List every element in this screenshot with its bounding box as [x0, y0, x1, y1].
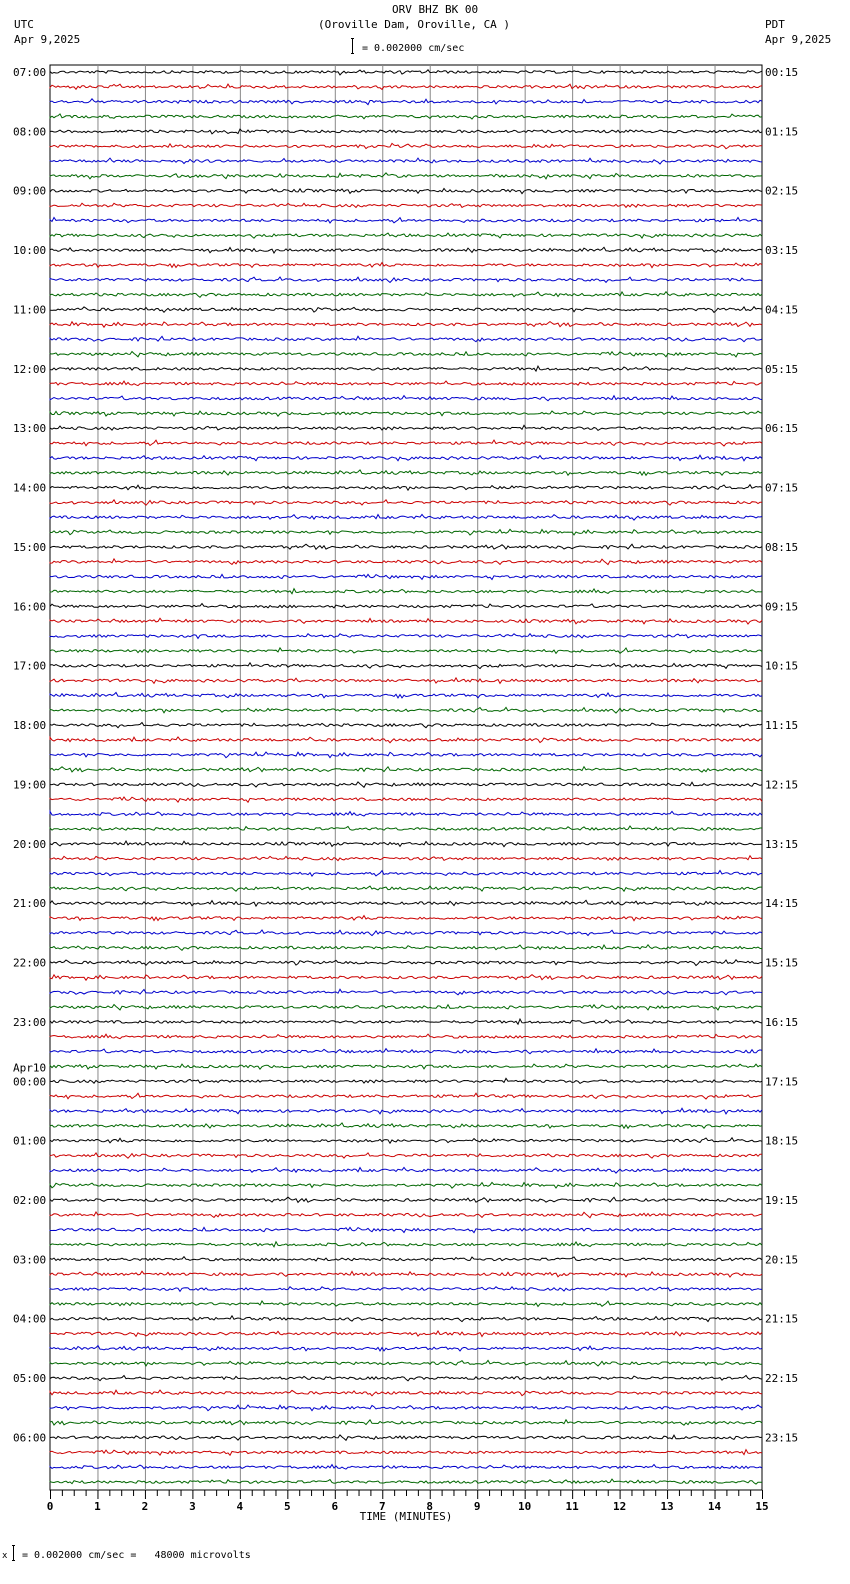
x-tick-label: 3 — [189, 1500, 196, 1513]
right-hour-label: 12:15 — [765, 778, 799, 792]
seismic-trace — [50, 975, 762, 981]
x-tick-label: 11 — [565, 1500, 579, 1513]
seismic-trace — [50, 1405, 762, 1411]
seismic-trace — [50, 158, 762, 164]
seismic-trace — [50, 1034, 762, 1039]
seismic-trace — [50, 1331, 762, 1337]
seismic-trace — [50, 1376, 762, 1381]
left-hour-label: 03:00 — [13, 1253, 47, 1267]
seismic-trace — [50, 723, 762, 728]
right-hour-label: 09:15 — [765, 600, 799, 614]
seismic-trace — [50, 1138, 762, 1143]
seismic-trace — [50, 1316, 762, 1322]
seismic-trace — [50, 945, 762, 951]
seismic-trace — [50, 871, 762, 877]
left-hour-label: 18:00 — [13, 719, 47, 733]
seismic-trace — [50, 886, 762, 891]
left-hour-label: 22:00 — [13, 956, 47, 970]
left-hour-label: 20:00 — [13, 837, 47, 851]
right-hour-label: 21:15 — [765, 1312, 799, 1326]
date-change-label: Apr10 — [13, 1061, 47, 1075]
right-hour-label: 13:15 — [765, 837, 799, 851]
seismic-trace — [50, 811, 762, 816]
seismic-trace — [50, 767, 762, 772]
footer-marker: x — [2, 1551, 8, 1561]
footer-scale-bar-icon — [12, 1545, 15, 1561]
seismic-trace — [50, 1064, 762, 1069]
x-tick-label: 14 — [707, 1500, 722, 1513]
right-timezone: PDT — [765, 18, 785, 31]
seismic-trace — [50, 425, 762, 430]
seismic-trace — [50, 1242, 762, 1247]
seismic-trace — [50, 752, 762, 758]
seismic-trace — [50, 396, 762, 401]
seismic-trace — [50, 1287, 762, 1292]
left-hour-label: 05:00 — [13, 1372, 47, 1386]
seismic-trace — [50, 663, 762, 669]
x-axis-label: TIME (MINUTES) — [359, 1510, 453, 1523]
seismic-trace — [50, 1123, 762, 1128]
x-tick-label: 15 — [755, 1500, 769, 1513]
seismic-trace — [50, 1078, 762, 1083]
seismic-trace — [50, 1257, 762, 1261]
seismic-trace — [50, 70, 762, 75]
x-tick-label: 13 — [660, 1500, 674, 1513]
right-hour-label: 14:15 — [765, 897, 799, 911]
left-hour-label: 19:00 — [13, 778, 47, 792]
seismic-trace — [50, 634, 762, 639]
left-hour-label: 11:00 — [13, 303, 47, 317]
seismic-trace — [50, 352, 762, 357]
seismic-trace — [50, 1019, 762, 1024]
right-hour-label: 06:15 — [765, 422, 799, 436]
x-tick-label: 6 — [331, 1500, 339, 1513]
seismic-trace — [50, 618, 762, 624]
left-hour-label: 17:00 — [13, 659, 47, 673]
seismic-trace — [50, 455, 762, 461]
seismic-trace — [50, 737, 762, 743]
left-timezone: UTC — [14, 18, 34, 31]
seismic-trace — [50, 1212, 762, 1218]
left-hour-label: 02:00 — [13, 1194, 47, 1207]
right-hour-label: 00:15 — [765, 66, 799, 79]
seismic-trace — [50, 500, 762, 505]
seismic-trace — [50, 856, 762, 861]
seismic-trace — [50, 84, 762, 89]
left-hour-label: 21:00 — [13, 897, 47, 911]
seismic-trace — [50, 1108, 762, 1114]
right-hour-label: 05:15 — [765, 362, 799, 376]
left-hour-label: 13:00 — [13, 422, 47, 436]
seismic-trace — [50, 1390, 762, 1396]
seismic-trace — [50, 292, 762, 298]
seismic-trace — [50, 648, 762, 654]
seismic-trace — [50, 900, 762, 906]
x-tick-label: 8 — [426, 1500, 434, 1513]
left-hour-label: 08:00 — [13, 125, 47, 139]
left-hour-label: 04:00 — [13, 1312, 47, 1326]
seismic-trace — [50, 307, 762, 313]
x-tick-label: 0 — [46, 1500, 54, 1513]
right-hour-label: 18:15 — [765, 1134, 799, 1148]
left-hour-label: 16:00 — [13, 600, 47, 614]
seismic-trace — [50, 544, 762, 549]
right-hour-label: 16:15 — [765, 1015, 799, 1029]
right-hour-label: 01:15 — [765, 125, 799, 139]
right-hour-label: 10:15 — [765, 659, 799, 673]
right-hour-label: 23:15 — [765, 1431, 799, 1445]
right-hour-label: 08:15 — [765, 540, 799, 554]
seismic-trace — [50, 114, 762, 119]
seismic-trace — [50, 366, 762, 371]
left-hour-label: 15:00 — [13, 540, 47, 554]
scale-label: = 0.002000 cm/sec — [362, 43, 465, 54]
seismic-trace — [50, 782, 762, 787]
right-hour-label: 22:15 — [765, 1372, 799, 1386]
left-hour-label: 00:00 — [13, 1075, 47, 1089]
seismic-trace — [50, 1167, 762, 1173]
seismic-trace — [50, 1301, 762, 1307]
seismic-trace — [50, 1271, 762, 1277]
seismic-trace — [50, 1360, 762, 1366]
seismic-trace — [50, 189, 762, 194]
left-hour-label: 12:00 — [13, 362, 47, 376]
right-hour-label: 17:15 — [765, 1075, 799, 1089]
x-tick-label: 9 — [473, 1500, 481, 1513]
x-tick-label: 10 — [518, 1500, 532, 1513]
seismic-trace — [50, 1153, 762, 1158]
seismic-trace — [50, 1182, 762, 1188]
x-tick-label: 12 — [612, 1500, 627, 1513]
seismic-trace — [50, 263, 762, 268]
left-hour-label: 06:00 — [13, 1431, 47, 1445]
seismic-trace — [50, 143, 762, 148]
seismic-trace — [50, 1227, 762, 1232]
seismic-trace — [50, 574, 762, 579]
seismic-trace — [50, 1197, 762, 1202]
right-hour-label: 15:15 — [765, 956, 799, 970]
seismic-trace — [50, 916, 762, 921]
x-tick-label: 4 — [236, 1500, 244, 1513]
x-tick-label: 5 — [284, 1500, 291, 1513]
seismic-trace — [50, 470, 762, 475]
left-hour-label: 14:00 — [13, 481, 47, 495]
seismic-trace — [50, 1479, 762, 1484]
seismic-trace — [50, 173, 762, 179]
right-hour-label: 07:15 — [765, 481, 799, 495]
seismic-trace — [50, 707, 762, 713]
x-tick-label: 7 — [378, 1500, 386, 1513]
left-hour-label: 10:00 — [13, 244, 47, 258]
seismic-trace — [50, 930, 762, 936]
seismic-trace — [50, 559, 762, 565]
seismic-trace — [50, 797, 762, 802]
station-location: (Oroville Dam, Oroville, CA ) — [318, 18, 511, 31]
seismic-trace — [50, 693, 762, 698]
seismic-trace — [50, 1420, 762, 1425]
left-date: Apr 9,2025 — [14, 33, 81, 46]
seismic-trace — [50, 589, 762, 594]
seismic-trace — [50, 514, 762, 520]
seismic-trace — [50, 1093, 762, 1099]
seismic-trace — [50, 247, 762, 253]
seismic-trace — [50, 1450, 762, 1456]
seismic-trace — [50, 826, 762, 831]
right-hour-label: 19:15 — [765, 1194, 799, 1207]
seismic-trace — [50, 411, 762, 416]
right-date: Apr 9,2025 — [765, 33, 832, 46]
seismic-trace — [50, 485, 762, 491]
seismic-trace — [50, 203, 762, 207]
seismic-trace — [50, 381, 762, 386]
left-hour-label: 23:00 — [13, 1015, 47, 1029]
seismic-trace — [50, 678, 762, 684]
seismic-trace — [50, 1435, 762, 1440]
x-tick-label: 2 — [141, 1500, 149, 1513]
seismic-trace — [50, 529, 762, 535]
seismic-trace — [50, 322, 762, 328]
seismic-trace — [50, 218, 762, 224]
chart-title: ORV BHZ BK 00 — [392, 3, 479, 16]
seismic-trace — [50, 1465, 762, 1470]
seismic-trace — [50, 1049, 762, 1054]
left-hour-label: 07:00 — [13, 66, 47, 79]
right-hour-label: 04:15 — [765, 303, 799, 317]
seismic-trace — [50, 1346, 762, 1351]
seismic-trace — [50, 1005, 762, 1011]
left-hour-label: 01:00 — [13, 1134, 47, 1148]
seismic-trace — [50, 604, 762, 608]
seismic-trace — [50, 440, 762, 446]
seismic-trace — [50, 336, 762, 341]
seismic-trace — [50, 841, 762, 847]
footer-scale-label: = 0.002000 cm/sec = 48000 microvolts — [22, 1550, 251, 1561]
right-hour-label: 02:15 — [765, 184, 799, 198]
right-hour-label: 11:15 — [765, 719, 799, 733]
seismic-trace — [50, 129, 762, 134]
seismic-trace — [50, 960, 762, 966]
right-hour-label: 03:15 — [765, 244, 799, 258]
right-hour-label: 20:15 — [765, 1253, 799, 1267]
seismic-trace — [50, 99, 762, 105]
seismic-trace — [50, 989, 762, 995]
seismic-trace — [50, 277, 762, 283]
x-tick-label: 1 — [94, 1500, 101, 1513]
seismic-trace — [50, 233, 762, 238]
left-hour-label: 09:00 — [13, 184, 47, 198]
